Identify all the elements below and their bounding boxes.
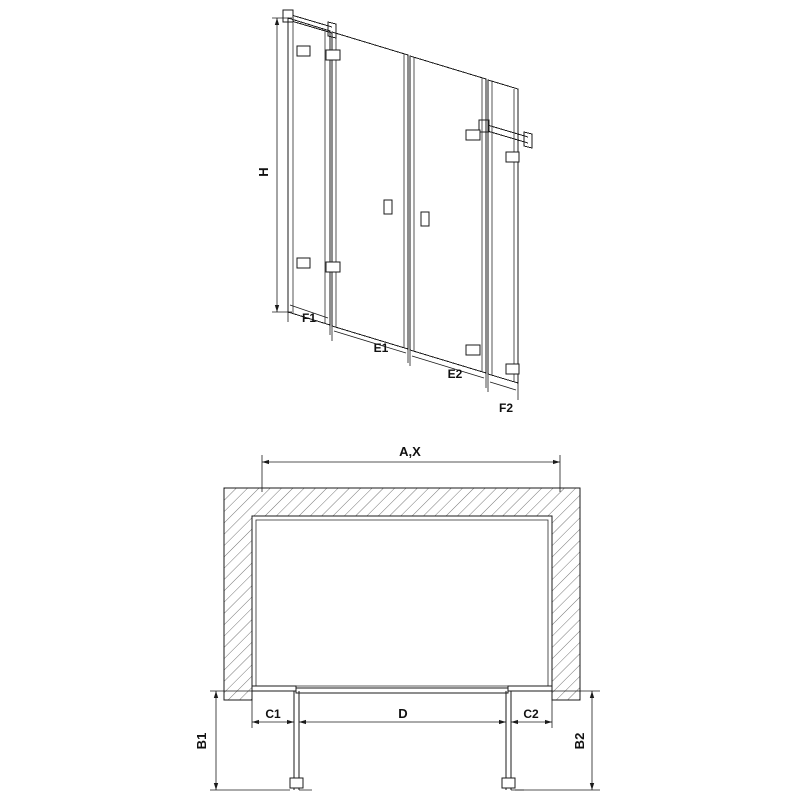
panel-e1 [332,32,408,349]
dimension-c1 [252,694,294,728]
top-support-bar [283,10,336,38]
top-plan-view [194,444,600,790]
dimension-f1 [288,305,330,335]
label-e1: E1 [373,341,389,355]
label-c1: C1 [265,707,281,721]
dimension-f2 [488,374,518,415]
dimension-d [299,694,506,728]
door-swing-left [290,691,312,790]
dimension-b1 [194,691,290,790]
label-ax: A,X [399,444,421,459]
label-h: H [256,167,271,177]
label-b2: B2 [572,732,587,750]
dimension-b2 [515,691,600,790]
dimension-ax [262,444,560,492]
door-handles [384,200,429,226]
plan-panels [252,686,552,693]
dimension-c2 [511,694,552,728]
right-support-bar [479,120,532,148]
label-f2: F2 [498,401,514,415]
front-elevation-view [256,10,532,415]
dimension-e1 [332,326,408,363]
door-swing-right [502,691,524,790]
label-e2: E2 [447,367,463,381]
label-f1: F1 [301,311,317,325]
panel-f1 [288,18,330,325]
dimension-e2 [410,350,486,388]
label-b1: B1 [194,732,209,750]
hinge-group-right [466,130,519,374]
hinge-group-left [297,46,340,272]
panel-f2 [488,80,518,383]
dimension-height [256,18,292,312]
label-c2: C2 [523,707,539,721]
label-d: D [398,706,408,721]
